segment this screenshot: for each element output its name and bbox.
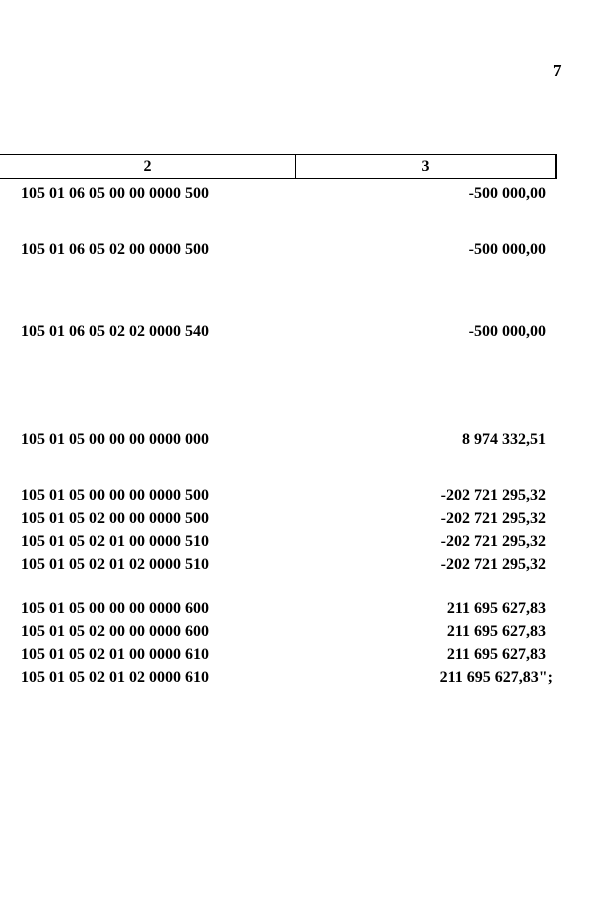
amount: -202 721 295,32 — [440, 510, 546, 527]
table-header-row — [0, 154, 557, 179]
table-row — [0, 508, 570, 530]
budget-code: 105 01 05 02 00 00 0000 600 — [21, 623, 209, 640]
table-row — [0, 183, 570, 205]
amount: 211 695 627,83 — [446, 646, 546, 663]
budget-code: 105 01 05 02 00 00 0000 500 — [21, 510, 209, 527]
table-row — [0, 621, 570, 643]
table-row — [0, 667, 570, 689]
amount: -202 721 295,32 — [440, 556, 546, 573]
page-number: 7 — [553, 61, 562, 80]
table-row — [0, 485, 570, 507]
table-row — [0, 644, 570, 666]
column-header-2: 2 — [0, 155, 296, 178]
table-row — [0, 321, 570, 343]
budget-code: 105 01 05 02 01 02 0000 610 — [21, 669, 209, 686]
amount: -500 000,00 — [468, 185, 546, 202]
budget-code: 105 01 05 02 01 00 0000 610 — [21, 646, 209, 663]
amount: 211 695 627,83 — [446, 623, 546, 640]
table-row — [0, 554, 570, 576]
table-row — [0, 531, 570, 553]
amount: -500 000,00 — [468, 241, 546, 258]
amount: -500 000,00 — [468, 323, 546, 340]
column-header-3: 3 — [421, 158, 430, 175]
budget-code: 105 01 06 05 00 00 0000 500 — [21, 185, 209, 202]
table-row — [0, 598, 570, 620]
amount: 211 695 627,83 — [446, 600, 546, 617]
amount: -202 721 295,32 — [440, 533, 546, 550]
budget-code: 105 01 05 00 00 00 0000 000 — [21, 431, 209, 448]
budget-code: 105 01 05 00 00 00 0000 500 — [21, 487, 209, 504]
budget-code: 105 01 05 00 00 00 0000 600 — [21, 600, 209, 617]
amount: 211 695 627,83"; — [439, 669, 553, 686]
table-row — [0, 429, 570, 451]
budget-code: 105 01 05 02 01 00 0000 510 — [21, 533, 209, 550]
budget-code: 105 01 05 02 01 02 0000 510 — [21, 556, 209, 573]
amount: 8 974 332,51 — [462, 431, 546, 448]
budget-code: 105 01 06 05 02 00 0000 500 — [21, 241, 209, 258]
amount: -202 721 295,32 — [440, 487, 546, 504]
budget-code: 105 01 06 05 02 02 0000 540 — [21, 323, 209, 340]
table-row — [0, 239, 570, 261]
